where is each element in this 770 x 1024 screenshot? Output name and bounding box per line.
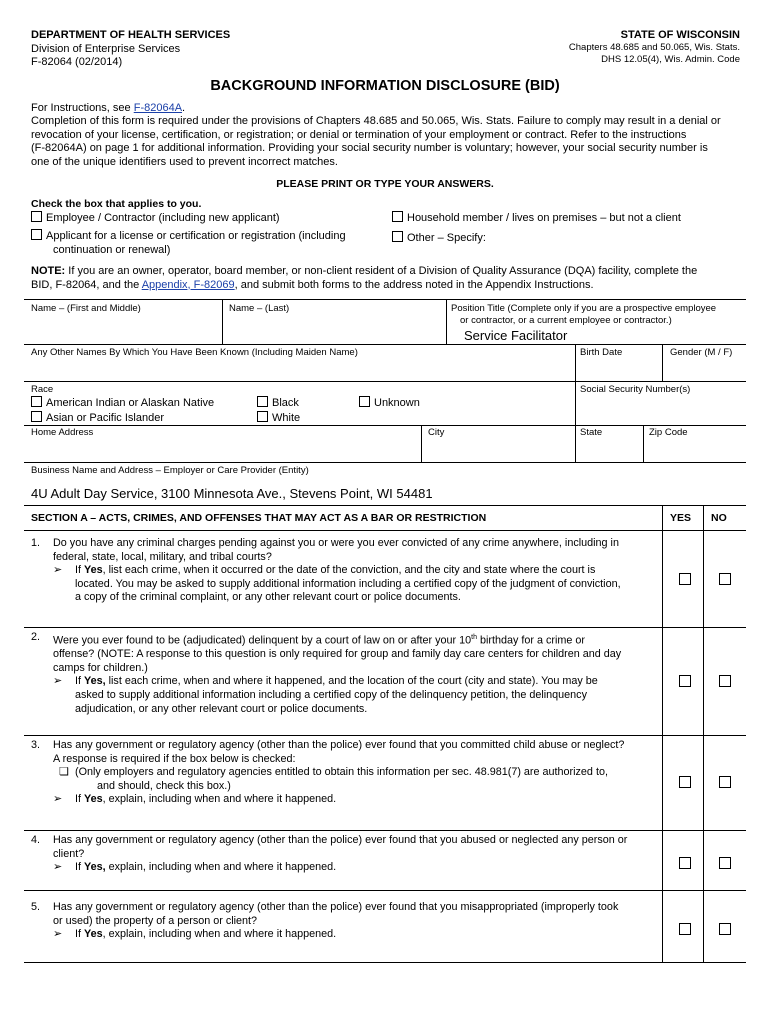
checkbox[interactable]	[257, 411, 268, 422]
state-label: State	[580, 427, 603, 438]
question-2: Were you ever found to be (adjudicated) delinquent by a court of law on or after your 10th birthday for a crime or offense? (NOTE: A response to this question is only required for group and family day care centers for children and day camps for children.) ➢ If Yes, list each crime, when and where it happened, and the location of the court (city and state). You may be asked to supply additional information including a certified copy of the delinquency petition, the delinquency adjudication, or any other relevant court or police documents.	[53, 634, 622, 715]
position-title-label: Position Title (Complete only if you are a prospective employee or contractor, or a current employee or contractor.)	[451, 303, 717, 326]
question-4-number: 4.	[31, 834, 41, 846]
print-notice: PLEASE PRINT OR TYPE YOUR ANSWERS.	[276, 178, 494, 190]
birth-date-label: Birth Date	[580, 347, 623, 358]
arrow-bullet-icon: ➢	[53, 861, 63, 874]
division-name: Division of Enterprise Services	[31, 43, 181, 55]
checkbox[interactable]	[31, 229, 42, 240]
q1-yes-checkbox[interactable]	[679, 573, 691, 585]
race-american-indian[interactable]: American Indian or Alaskan Native	[31, 396, 214, 409]
question-2-number: 2.	[31, 631, 41, 643]
q1-no-checkbox[interactable]	[719, 573, 731, 585]
instructions-link[interactable]: F-82064A	[133, 102, 183, 114]
gender-label: Gender (M / F)	[670, 347, 733, 358]
position-title-value[interactable]: Service Facilitator	[464, 328, 568, 343]
department-name: DEPARTMENT OF HEALTH SERVICES	[31, 29, 231, 41]
q4-no-checkbox[interactable]	[719, 857, 731, 869]
home-address-label: Home Address	[31, 427, 94, 438]
q2-no-checkbox[interactable]	[719, 675, 731, 687]
other-names-label: Any Other Names By Which You Have Been Known (Including Maiden Name)	[31, 347, 358, 358]
q4-yes-checkbox[interactable]	[679, 857, 691, 869]
race-white[interactable]: White	[257, 411, 300, 424]
question-5: Has any government or regulatory agency (other than the police) ever found that you misappropriated (improperly took or used) the property of a person or client? ➢ If Yes, explain, including when and where it happened.	[53, 901, 619, 941]
form-title: BACKGROUND INFORMATION DISCLOSURE (BID)	[210, 78, 560, 94]
question-3-number: 3.	[31, 739, 41, 751]
applies-heading: Check the box that applies to you.	[31, 198, 202, 210]
instructions-line: For Instructions, see F-82064A.	[31, 102, 186, 114]
race-label: Race	[31, 384, 54, 395]
checkbox[interactable]	[257, 396, 268, 407]
race-black[interactable]: Black	[257, 396, 299, 409]
option-employee[interactable]: Employee / Contractor (including new applicant)	[31, 211, 280, 224]
option-other[interactable]: Other – Specify:	[392, 231, 486, 244]
zip-label: Zip Code	[649, 427, 688, 438]
section-a-title: SECTION A – ACTS, CRIMES, AND OFFENSES THAT MAY ACT AS A BAR OR RESTRICTION	[31, 512, 487, 524]
checkbox[interactable]	[31, 411, 42, 422]
business-label: Business Name and Address – Employer or Care Provider (Entity)	[31, 465, 309, 476]
race-asian[interactable]: Asian or Pacific Islander	[31, 411, 164, 424]
note-paragraph: NOTE: If you are an owner, operator, board member, or non-client resident of a Division of Quality Assurance (DQA) facility, complete the BID, F-82064, and the Appendix, F-82069, and submit both forms to the address noted in the Appendix Instructions.	[31, 265, 698, 291]
no-header: NO	[711, 512, 727, 524]
checkbox[interactable]	[392, 211, 403, 222]
q2-yes-checkbox[interactable]	[679, 675, 691, 687]
small-checkbox-icon[interactable]: ❏	[59, 766, 69, 779]
q3-yes-checkbox[interactable]	[679, 776, 691, 788]
q3-no-checkbox[interactable]	[719, 776, 731, 788]
yes-header: YES	[670, 512, 692, 524]
statute-chapters: Chapters 48.685 and 50.065, Wis. Stats.	[568, 42, 740, 53]
admin-code: DHS 12.05(4), Wis. Admin. Code	[601, 54, 740, 65]
arrow-bullet-icon: ➢	[53, 928, 63, 941]
option-household[interactable]: Household member / lives on premises – but not a client	[392, 211, 681, 224]
option-applicant[interactable]: Applicant for a license or certification or registration (including continuation or renewal)	[31, 229, 346, 257]
arrow-bullet-icon: ➢	[53, 564, 63, 577]
q5-yes-checkbox[interactable]	[679, 923, 691, 935]
last-name-label: Name – (Last)	[229, 303, 290, 314]
q5-no-checkbox[interactable]	[719, 923, 731, 935]
arrow-bullet-icon: ➢	[53, 793, 63, 806]
checkbox[interactable]	[31, 211, 42, 222]
state-name: STATE OF WISCONSIN	[620, 29, 740, 41]
checkbox[interactable]	[31, 396, 42, 407]
first-name-label: Name – (First and Middle)	[31, 303, 141, 314]
checkbox[interactable]	[359, 396, 370, 407]
question-1: Do you have any criminal charges pending against you or were you ever convicted of any crime anywhere, including in federal, state, local, military, and tribal courts? ➢ If Yes, list each crime, when it occurred or the date of the conviction, and the city and state where the court is located. You may be asked to supply additional information including a certified copy of the judgment of conviction, a copy of the criminal complaint, or any other relevant court or police documents.	[53, 537, 621, 604]
intro-paragraph: Completion of this form is required under the provisions of Chapters 48.685 and 50.065, Wis. Stats. Failure to comply may result in a denial or revocation of your license, certification, or registration; or denial or termination of your employment or contract. Refer to the instructions (F-82064A) on page 1 for additional information. Providing your social security number is voluntary; however, your social security number is one of the unique identifiers used to prevent incorrect matches.	[31, 115, 721, 168]
question-1-number: 1.	[31, 537, 41, 549]
city-label: City	[428, 427, 445, 438]
race-unknown[interactable]: Unknown	[359, 396, 420, 409]
question-3: Has any government or regulatory agency (other than the police) ever found that you committed child abuse or neglect? A response is required if the box below is checked: ❏ (Only employers and regulatory agencies entitled to obtain this information per sec. 48.981(7) are authorized to, and should, check this box.) ➢ If Yes, explain, including when and where it happened.	[53, 739, 625, 806]
question-5-number: 5.	[31, 901, 41, 913]
ssn-label: Social Security Number(s)	[580, 384, 691, 395]
arrow-bullet-icon: ➢	[53, 675, 63, 688]
question-4: Has any government or regulatory agency (other than the police) ever found that you abused or neglected any person or client? ➢ If Yes, explain, including when and where it happened.	[53, 834, 628, 874]
appendix-link[interactable]: Appendix, F-82069	[141, 278, 235, 291]
checkbox[interactable]	[392, 231, 403, 242]
form-number: F-82064 (02/2014)	[31, 56, 123, 68]
business-value[interactable]: 4U Adult Day Service, 3100 Minnesota Ave., Stevens Point, WI 54481	[31, 486, 433, 501]
